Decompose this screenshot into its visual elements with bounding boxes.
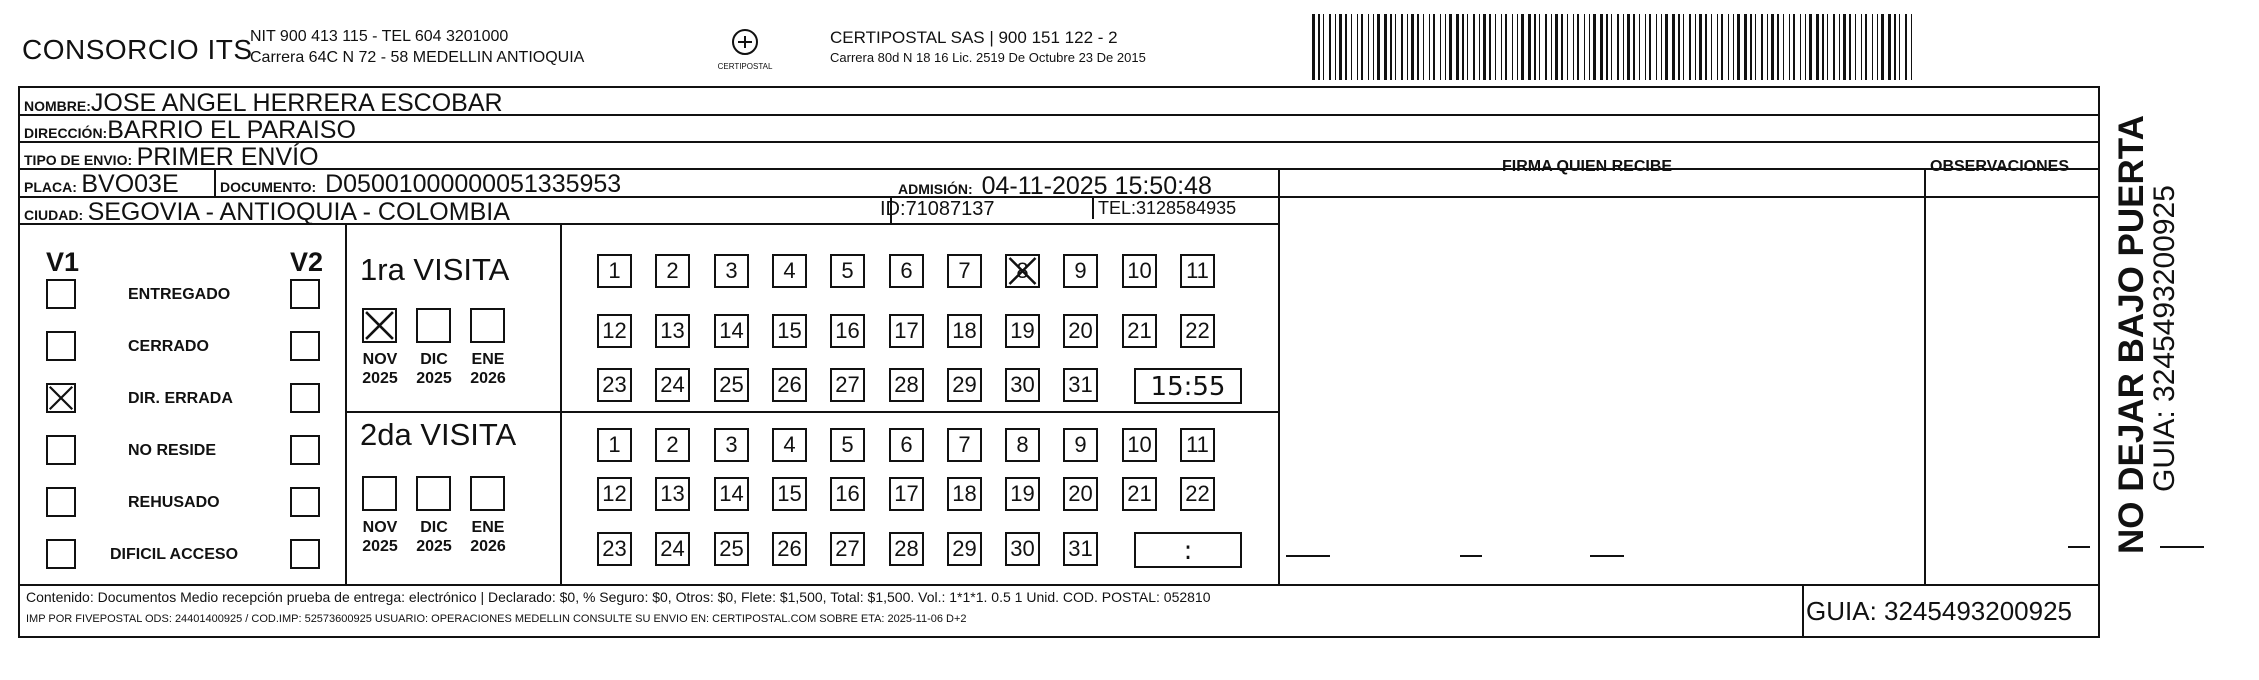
first-day-11[interactable]: 11 (1180, 254, 1215, 288)
first-day-19[interactable]: 19 (1005, 314, 1040, 348)
second-day-18[interactable]: 18 (947, 477, 982, 511)
company-name: CONSORCIO ITS (22, 34, 253, 65)
first-day-28[interactable]: 28 (889, 368, 924, 402)
second-day-10[interactable]: 10 (1122, 428, 1157, 462)
first-day-17[interactable]: 17 (889, 314, 924, 348)
second-day-17[interactable]: 17 (889, 477, 924, 511)
second-day-28[interactable]: 28 (889, 532, 924, 566)
first-visit-title: 1ra VISITA (360, 252, 510, 287)
documento-label: DOCUMENTO: (220, 179, 317, 195)
nombre-value: JOSE ANGEL HERRERA ESCOBAR (90, 89, 503, 117)
first-month-box-2[interactable] (470, 308, 505, 343)
footer-contents: Contenido: Documentos Medio recepción prueba de entrega: electrónico | Declarado: $0, % Seguro: $0, Otros: $0, Flete: $1,500, Total: $1,500. Vol.: 1*1*1. 0.5 1 Unid. COD. POSTAL: 052810 (26, 589, 1211, 605)
first-time-field[interactable]: 15:55 (1134, 368, 1242, 404)
nombre-field (24, 89, 503, 118)
second-day-19[interactable]: 19 (1005, 477, 1040, 511)
first-month-label-0: NOV 2025 (362, 351, 398, 387)
first-month-label-1: DIC 2025 (416, 351, 452, 387)
first-day-10[interactable]: 10 (1122, 254, 1157, 288)
second-day-31[interactable]: 31 (1063, 532, 1098, 566)
nombre-label: NOMBRE: (24, 98, 91, 114)
first-month-box-1[interactable] (416, 308, 451, 343)
company-nit: NIT 900 413 115 - TEL 604 3201000 (250, 28, 509, 45)
company-address: Carrera 64C N 72 - 58 MEDELLIN ANTIOQUIA (250, 49, 585, 66)
second-day-3[interactable]: 3 (714, 428, 749, 462)
first-day-24[interactable]: 24 (655, 368, 690, 402)
status-label-3: NO RESIDE (128, 442, 217, 459)
first-day-25[interactable]: 25 (714, 368, 749, 402)
first-day-16[interactable]: 16 (830, 314, 865, 348)
first-day-29[interactable]: 29 (947, 368, 982, 402)
carrier-license: Carrera 80d N 18 16 Lic. 2519 De Octubre 23 De 2015 (830, 50, 1146, 65)
side-guia: GUIA: 3245493200925 (2148, 185, 2181, 492)
logo-text: CERTIPOSTAL (717, 62, 773, 71)
id-field (880, 198, 995, 221)
second-day-21[interactable]: 21 (1122, 477, 1157, 511)
first-day-20[interactable]: 20 (1063, 314, 1098, 348)
direccion-value: BARRIO EL PARAISO (107, 116, 356, 144)
second-month-label-1: DIC 2025 (416, 519, 452, 555)
observaciones-header: OBSERVACIONES (1930, 158, 2069, 175)
second-day-29[interactable]: 29 (947, 532, 982, 566)
first-day-22[interactable]: 22 (1180, 314, 1215, 348)
second-day-30[interactable]: 30 (1005, 532, 1040, 566)
v2-checkbox-1[interactable] (290, 331, 320, 361)
first-day-26[interactable]: 26 (772, 368, 807, 402)
v2-checkbox-0[interactable] (290, 279, 320, 309)
second-day-26[interactable]: 26 (772, 532, 807, 566)
first-day-23[interactable]: 23 (597, 368, 632, 402)
documento-value: D05001000000051335953 (325, 170, 622, 198)
second-day-14[interactable]: 14 (714, 477, 749, 511)
id-label: ID: (880, 198, 906, 220)
admision-label: ADMISIÓN: (898, 181, 973, 197)
first-day-7[interactable]: 7 (947, 254, 982, 288)
placa-field (24, 170, 179, 199)
first-day-14[interactable]: 14 (714, 314, 749, 348)
second-month-box-2[interactable] (470, 476, 505, 511)
second-day-15[interactable]: 15 (772, 477, 807, 511)
second-day-9[interactable]: 9 (1063, 428, 1098, 462)
placa-value: BVO03E (81, 170, 179, 198)
second-time-field[interactable]: : (1134, 532, 1242, 568)
second-month-label-2: ENE 2026 (470, 519, 506, 555)
first-day-2[interactable]: 2 (655, 254, 690, 288)
direccion-field (24, 116, 356, 145)
first-day-12[interactable]: 12 (597, 314, 632, 348)
second-day-1[interactable]: 1 (597, 428, 632, 462)
v2-checkbox-2[interactable] (290, 383, 320, 413)
first-day-4[interactable]: 4 (772, 254, 807, 288)
carrier-nit: CERTIPOSTAL SAS | 900 151 122 - 2 (830, 28, 1118, 47)
second-day-8[interactable]: 8 (1005, 428, 1040, 462)
first-month-label-2: ENE 2026 (470, 351, 506, 387)
id-value: 71087137 (905, 198, 995, 220)
logo-icon (725, 28, 765, 60)
second-day-23[interactable]: 23 (597, 532, 632, 566)
first-day-9[interactable]: 9 (1063, 254, 1098, 288)
no-dejar-notice: NO DEJAR BAJO PUERTA (2112, 115, 2151, 554)
status-label-0: ENTREGADO (128, 286, 231, 303)
tipo-envio-field (24, 143, 319, 172)
second-day-25[interactable]: 25 (714, 532, 749, 566)
second-day-5[interactable]: 5 (830, 428, 865, 462)
first-day-3[interactable]: 3 (714, 254, 749, 288)
v1-header: V1 (46, 247, 80, 277)
second-day-2[interactable]: 2 (655, 428, 690, 462)
v2-checkbox-4[interactable] (290, 487, 320, 517)
carrier-info (830, 28, 1146, 68)
first-day-15[interactable]: 15 (772, 314, 807, 348)
v1-checkbox-5[interactable] (46, 539, 76, 569)
second-day-6[interactable]: 6 (889, 428, 924, 462)
second-day-24[interactable]: 24 (655, 532, 690, 566)
first-day-6[interactable]: 6 (889, 254, 924, 288)
status-label-4: REHUSADO (128, 494, 220, 511)
v1-checkbox-4[interactable] (46, 487, 76, 517)
tel-field (1092, 198, 1236, 219)
barcode (1312, 14, 1912, 80)
certipostal-logo (715, 28, 775, 76)
first-day-21[interactable]: 21 (1122, 314, 1157, 348)
documento-field (220, 170, 621, 199)
second-day-7[interactable]: 7 (947, 428, 982, 462)
status-label-1: CERRADO (128, 338, 209, 355)
x-mark-icon (48, 385, 74, 411)
v1-checkbox-1[interactable] (46, 331, 76, 361)
second-month-box-1[interactable] (416, 476, 451, 511)
ciudad-value: SEGOVIA - ANTIOQUIA - COLOMBIA (87, 198, 510, 226)
v1-checkbox-2[interactable] (46, 383, 76, 413)
second-visit-title: 2da VISITA (360, 417, 517, 452)
first-day-13[interactable]: 13 (655, 314, 690, 348)
first-day-18[interactable]: 18 (947, 314, 982, 348)
tel-value: 3128584935 (1136, 198, 1237, 218)
status-label-2: DIR. ERRADA (128, 390, 233, 407)
first-day-8[interactable]: 8 (1005, 254, 1040, 288)
admision-field (898, 172, 1212, 201)
status-label-5: DIFICIL ACCESO (110, 546, 239, 563)
second-day-16[interactable]: 16 (830, 477, 865, 511)
shipping-form (18, 86, 2100, 638)
firma-header: FIRMA QUIEN RECIBE (1502, 158, 1673, 175)
second-day-20[interactable]: 20 (1063, 477, 1098, 511)
x-mark-icon (364, 310, 395, 341)
ciudad-label: CIUDAD: (24, 207, 84, 223)
v2-header: V2 (290, 247, 324, 277)
second-month-label-0: NOV 2025 (362, 519, 398, 555)
placa-label: PLACA: (24, 179, 77, 195)
first-day-27[interactable]: 27 (830, 368, 865, 402)
first-month-box-0[interactable] (362, 308, 397, 343)
x-mark-icon (1007, 256, 1038, 286)
v1-checkbox-3[interactable] (46, 435, 76, 465)
ciudad-field (24, 198, 510, 227)
v2-checkbox-5[interactable] (290, 539, 320, 569)
footer-print-info: IMP POR FIVEPOSTAL ODS: 24401400925 / COD.IMP: 52573600925 USUARIO: OPERACIONES MEDELLIN CONSULTE SU ENVIO EN: CERTIPOSTAL.COM SOBRE ETA: 2025-11-06 D+2 (26, 613, 967, 625)
second-day-11[interactable]: 11 (1180, 428, 1215, 462)
second-day-13[interactable]: 13 (655, 477, 690, 511)
company-info (250, 26, 584, 68)
tipo-envio-label: TIPO DE ENVIO: (24, 152, 133, 168)
first-day-5[interactable]: 5 (830, 254, 865, 288)
second-day-12[interactable]: 12 (597, 477, 632, 511)
footer-guia: GUIA: 3245493200925 (1806, 596, 2072, 626)
tel-label: TEL: (1098, 198, 1137, 218)
first-day-30[interactable]: 30 (1005, 368, 1040, 402)
second-day-27[interactable]: 27 (830, 532, 865, 566)
tipo-envio-value: PRIMER ENVÍO (136, 143, 319, 171)
first-day-31[interactable]: 31 (1063, 368, 1098, 402)
second-day-22[interactable]: 22 (1180, 477, 1215, 511)
admision-value: 04-11-2025 15:50:48 (981, 172, 1212, 200)
second-month-box-0[interactable] (362, 476, 397, 511)
v2-checkbox-3[interactable] (290, 435, 320, 465)
first-day-1[interactable]: 1 (597, 254, 632, 288)
v1-checkbox-0[interactable] (46, 279, 76, 309)
second-day-4[interactable]: 4 (772, 428, 807, 462)
direccion-label: DIRECCIÓN: (24, 125, 108, 141)
